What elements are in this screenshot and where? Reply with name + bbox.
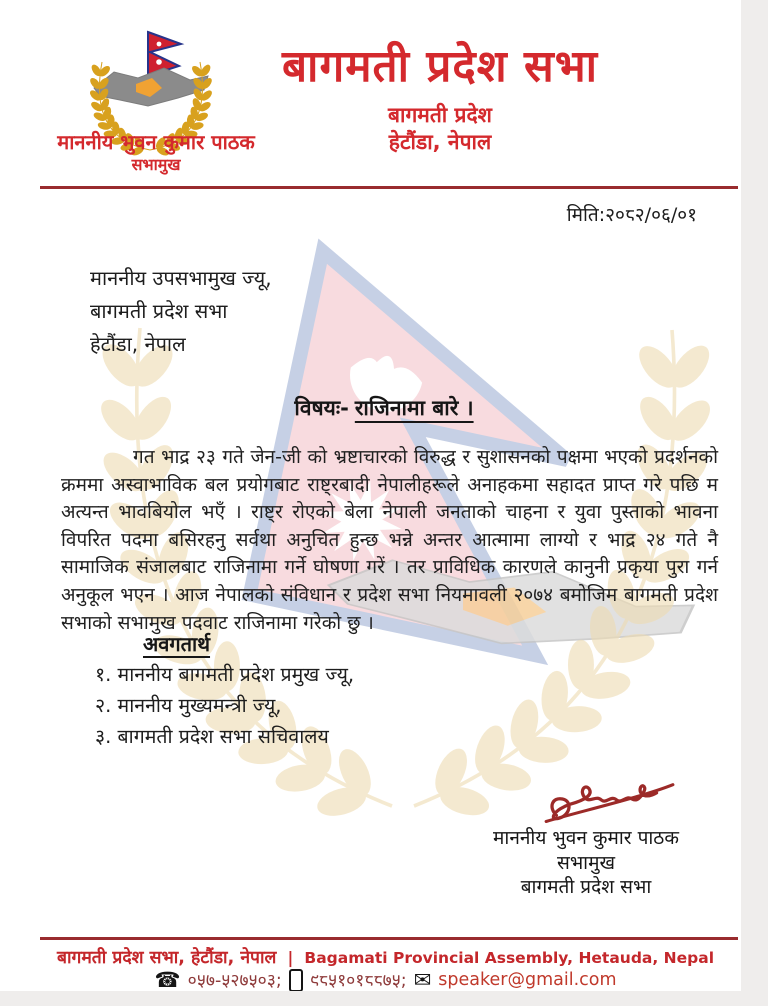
footer-phone: ०५७-५२७५०३; bbox=[187, 971, 282, 991]
officer-name: माननीय भुवन कुमार पाठक bbox=[57, 130, 255, 154]
org-subtitle-line2: हेटौंडा, नेपाल bbox=[388, 130, 492, 154]
cc-item: ३. बागमती प्रदेश सभा सचिवालय bbox=[95, 725, 329, 748]
addressee-line: माननीय उपसभामुख ज्यू, bbox=[90, 266, 272, 290]
footer-mobile: ९८५१०१८८७५; bbox=[309, 971, 407, 991]
footer-separator: | bbox=[287, 948, 294, 967]
photo-edge-right bbox=[741, 0, 768, 1006]
addressee-line: हेटौंडा, नेपाल bbox=[90, 332, 186, 356]
signature-scribble bbox=[540, 770, 678, 830]
org-title: बागमती प्रदेश सभा bbox=[281, 41, 599, 92]
cc-heading: अवगतार्थ bbox=[143, 632, 211, 656]
email-icon: ✉ bbox=[413, 967, 432, 992]
signatory-title: सभामुख bbox=[556, 851, 616, 874]
subject-value: राजिनामा बारे । bbox=[354, 396, 474, 420]
signatory-org: बागमती प्रदेश सभा bbox=[520, 876, 652, 898]
addressee-line: बागमती प्रदेश सभा bbox=[90, 299, 228, 323]
org-subtitle-line1: बागमती प्रदेश bbox=[388, 103, 492, 127]
cc-item: २. माननीय मुख्यमन्त्री ज्यू, bbox=[95, 694, 282, 717]
org-subtitle bbox=[225, 102, 655, 156]
phone-icon: ☎ bbox=[154, 967, 181, 992]
footer-contacts bbox=[33, 968, 738, 992]
subject-line bbox=[60, 394, 708, 422]
body-paragraph: गत भाद्र २३ गते जेन-जी को भ्रष्टाचारको विरुद्ध र सुशासनको पक्षमा भएको प्रदर्शनको क्रममा अस्वाभाविक बल प्रयोगबाट राष्ट्रबादी नेपालीहरूले अनाहकमा सहादत प्राप्त गरे पछि म अत्यन्त भावबियोल भएँ । राष्ट्र रोएको बेला नेपाली जनताको चाहना र युवा पुस्ताको भावना विपरित पदमा बसिरहनु सर्वथा अनुचित हुन्छ भन्ने अन्तर आत्मामा लाग्यो र भाद्र २४ गते नै सामाजिक संजालबाट राजिनामा गर्ने घोषणा गरें । तर प्राविधिक कारणले कानुनी प्रकृया पुरा गर्न अनुकूल भएन । आज नेपालको संविधान र प्रदेश सभा नियमावली २०७४ बमोजिम बागमती प्रदेश सभाको सभामुख पदवाट राजिनामा गरेको छु । bbox=[61, 446, 718, 634]
cc-item: १. माननीय बागमती प्रदेश प्रमुख ज्यू, bbox=[95, 663, 355, 686]
footer-address-english: Bagamati Provincial Assembly, Hetauda, Nepal bbox=[304, 949, 715, 967]
footer-email: speaker@gmail.com bbox=[438, 970, 617, 990]
addressee-block bbox=[90, 262, 272, 361]
signatory-name: माननीय भुवन कुमार पाठक bbox=[493, 827, 679, 849]
signature-block bbox=[462, 826, 710, 900]
date-line: मिति:२०८२/०६/०१ bbox=[566, 204, 697, 226]
officer-block bbox=[28, 131, 284, 176]
footer-address bbox=[33, 945, 738, 969]
footer-address-nepali: बागमती प्रदेश सभा, हेटौंडा, नेपाल bbox=[56, 948, 277, 968]
officer-title: सभामुख bbox=[131, 155, 181, 174]
footer-rule bbox=[40, 937, 738, 940]
header-rule bbox=[40, 186, 738, 189]
photo-edge-bottom bbox=[0, 991, 768, 1006]
cc-list bbox=[95, 659, 354, 752]
mobile-icon bbox=[289, 969, 303, 992]
subject-label: विषयः- bbox=[294, 396, 349, 420]
